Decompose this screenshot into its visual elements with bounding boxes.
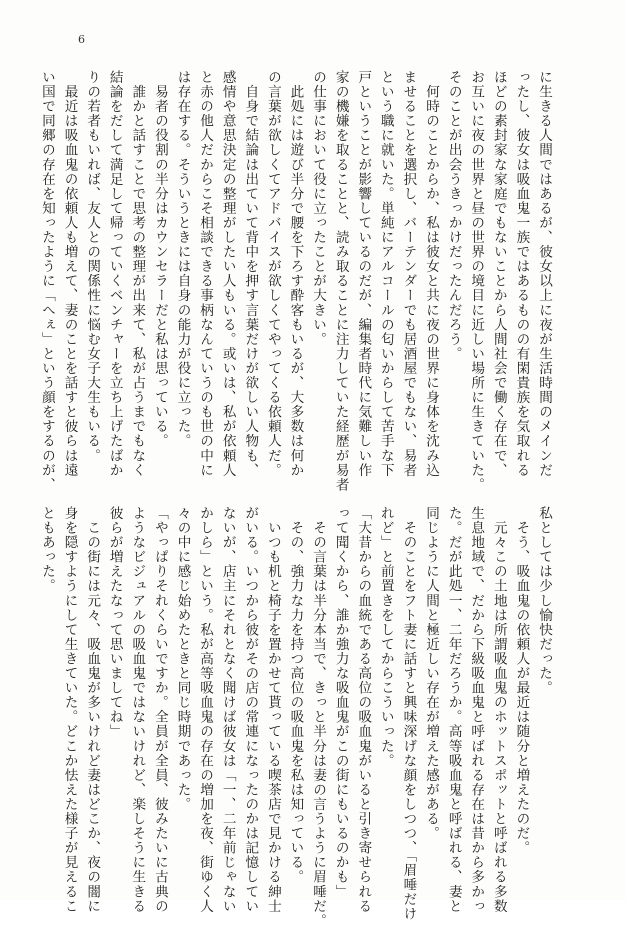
- text-line: ほどの素封家な家庭でもないことから人間社会で働く存在で、: [490, 70, 507, 478]
- text-line: ようなビジュアルの吸血鬼ではないけれど、楽しそうに生きる: [129, 506, 146, 914]
- text-line: 最近は吸血鬼の依頼人も増えて、妻のことを話すと彼らは遠: [61, 70, 78, 478]
- text-line: その言葉は半分本当で、きっと半分は妻の言うように眉唾だ。: [310, 506, 327, 928]
- text-line: ったし、彼女は吸血鬼一族ではあるものの有閑貴族を気取れる: [513, 70, 530, 478]
- text-line: 「やっぱりそれくらいですか。全員が全員、彼みたいに古典の: [151, 506, 168, 914]
- text-line: 身を隠すようにして生きていた。どこか怯えた様子が見えるこ: [61, 506, 78, 914]
- text-line: 自身で結論は出ていて背中を押す言葉だけが欲しい人物も、: [242, 70, 259, 478]
- text-line: 私としては少し愉快だった。: [536, 506, 552, 696]
- text-line: 此処には遊び半分で腰を下ろす酔客もいるが、大多数は何か: [287, 70, 304, 478]
- text-line: りの若者もいれば、友人との関係性に悩む女子大生もいる。: [84, 70, 101, 463]
- text-line: 結論をだして満足して帰っていくベンチャーを立ち上げたばか: [106, 70, 123, 478]
- text-line: 生息地域で、だから下級吸血鬼と呼ばれる存在は昔から多かっ: [468, 506, 485, 914]
- text-line: ないが、店主にそれとなく聞けば彼女は「一、二年前じゃない: [219, 506, 236, 914]
- text-line: の仕事において役に立ったことが大きい。: [310, 70, 327, 347]
- text-line: という職に就いた。単純にアルコールの匂いからして苦手な下: [377, 70, 394, 478]
- text-line: 誰かと話すことで思考の整理が出来て、私が占うまでもなく: [129, 70, 146, 478]
- text-line: は存在する。そういうときには自身の能力が役に立った。: [174, 70, 191, 449]
- text-line: この街には元々、吸血鬼が多いけれど妻はどこか、夜の闇に: [84, 506, 101, 914]
- text-line: 易者の役割の半分はカウンセラーだと私は思っている。: [151, 70, 168, 449]
- upper-text-block: [35, 70, 555, 490]
- text-line: い国で同郷の存在を知ったように「へぇ」という顔をするのが、: [38, 70, 55, 492]
- text-line: 感情や意思決定の整理がしたい人もいる。或いは、私が依頼人: [219, 70, 236, 478]
- text-line: いつも机と椅子を置かせて貰っている喫茶店で見かける紳士: [264, 506, 281, 914]
- text-line: 彼らが増えたなって思いましてね」: [106, 506, 123, 739]
- text-line: れど」と前置きをしてからこういった。: [377, 506, 394, 768]
- text-line: がいる。いつから彼がその店の常連になったのかは記憶してい: [242, 506, 259, 914]
- lower-text-block: [35, 506, 555, 928]
- text-line: 家の機嫌を取ることと、読み取ることに注力していた経歴が易者: [332, 70, 349, 492]
- text-line: 々の中に感じ始めたときと同じ時期であった。: [174, 506, 191, 812]
- text-line: って聞くから、誰か強力な吸血鬼がこの街にもいるのかも」: [332, 506, 349, 899]
- text-line: 同じように人間と極近しい存在が増えた感がある。: [423, 506, 440, 841]
- text-line: の言葉が欲しくてアドバイスが欲しくてやってくる依頼人だ。: [264, 70, 281, 478]
- text-line: 「大昔からの血統である高位の吸血鬼がいると引き寄せられる: [355, 506, 372, 914]
- text-line: 何時のことからか、私は彼女と共に夜の世界に身体を沈み込: [423, 70, 440, 478]
- text-line: その、強力な力を持つ高位の吸血鬼を私は知っている。: [287, 506, 304, 885]
- text-line: かしら」という。私が高等吸血鬼の存在の増加を夜、街ゆく人: [197, 506, 214, 914]
- text-line: に生きる人間ではあるが、彼女以上に夜が生活時間のメインだ: [536, 70, 552, 478]
- text-line: 戸ということが影響しているのだが、編集者時代に気難しい作: [355, 70, 372, 478]
- text-line: と赤の他人だからこそ相談できる事柄なんていうのも世の中に: [197, 70, 214, 478]
- text-line: そのことをフト妻に話すと興味深げな顔をしつつ、「眉唾だけ: [400, 506, 417, 922]
- text-line: ませることを選択し、バーテンダーでも居酒屋でもない、易者: [400, 70, 417, 478]
- page-number: 6: [78, 33, 86, 46]
- text-line: そのことが出会うきっかけだったんだろう。: [445, 70, 462, 361]
- text-line: お互いに夜の世界と昼の世界の境目に近しい場所に生きていた。: [468, 70, 485, 492]
- text-line: そう、吸血鬼の依頼人が最近は随分と増えたのだ。: [513, 506, 530, 856]
- text-line: た。だが此処一、二年だろうか。高等吸血鬼と呼ばれる、妻と: [445, 506, 462, 914]
- text-line: ともあった。: [38, 506, 55, 594]
- text-line: 元々この土地は所謂吸血鬼のホットスポットと呼ばれる多数: [490, 506, 507, 914]
